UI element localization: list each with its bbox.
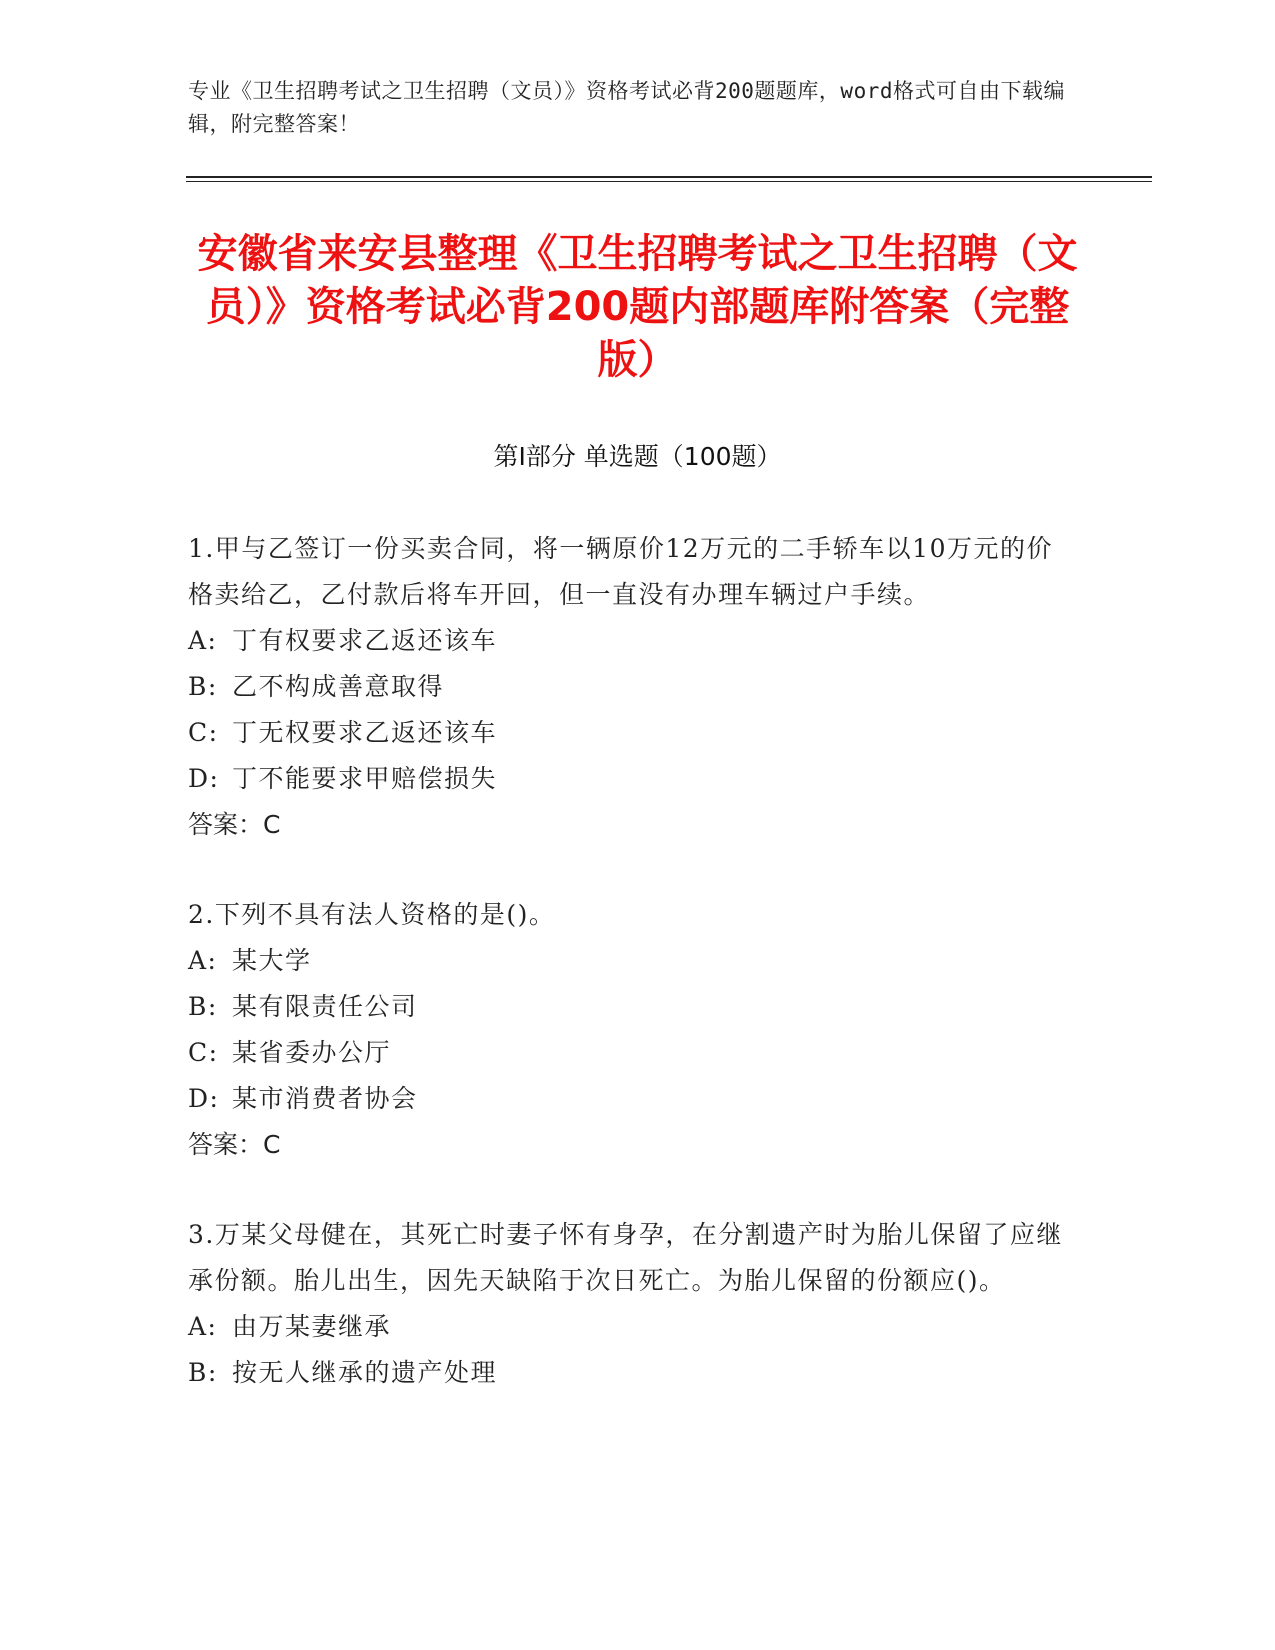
option-text: 某市消费者协会 (232, 1084, 418, 1113)
option-key: A: (188, 1312, 218, 1341)
option-c (188, 710, 1068, 756)
option-key: D: (188, 1084, 220, 1113)
option-text: 某有限责任公司 (232, 992, 418, 1021)
option-text: 某大学 (232, 946, 312, 975)
option-c (188, 1030, 1068, 1076)
header-note: 专业《卫生招聘考试之卫生招聘（文员）》资格考试必背200题题库，word格式可自由下载编辑，附完整答案！ (188, 79, 1065, 136)
answer-line: 答案：C (188, 1130, 281, 1159)
question-stem: 3.万某父母健在，其死亡时妻子怀有身孕，在分割遗产时为胎儿保留了应继承份额。胎儿出生，因先天缺陷于次日死亡。为胎儿保留的份额应()。 (188, 1220, 1063, 1295)
option-text: 按无人继承的遗产处理 (232, 1358, 498, 1387)
question-item (188, 1212, 1068, 1396)
section-title: 第Ⅰ部分 单选题（100题） (493, 442, 782, 471)
answer-line: 答案：C (188, 810, 281, 839)
option-a (188, 618, 1068, 664)
option-b (188, 664, 1068, 710)
option-text: 丁有权要求乙返还该车 (232, 626, 498, 655)
header-rule-thin (186, 181, 1152, 182)
question-stem: 1.甲与乙签订一份买卖合同，将一辆原价12万元的二手轿车以10万元的价格卖给乙，乙付款后将车开回，但一直没有办理车辆过户手续。 (188, 534, 1053, 609)
option-key: B: (188, 992, 218, 1021)
option-key: D: (188, 764, 220, 793)
option-d (188, 756, 1068, 802)
question-item (188, 892, 1068, 1168)
question-stem: 2.下列不具有法人资格的是()。 (188, 900, 556, 929)
option-d (188, 1076, 1068, 1122)
option-a (188, 1304, 1068, 1350)
option-key: B: (188, 672, 218, 701)
option-text: 由万某妻继承 (232, 1312, 392, 1341)
option-text: 乙不构成善意取得 (232, 672, 445, 701)
option-text: 某省委办公厅 (232, 1038, 392, 1067)
option-key: A: (188, 626, 218, 655)
question-list (188, 526, 1068, 1440)
option-b (188, 1350, 1068, 1396)
option-key: C: (188, 718, 219, 747)
option-key: A: (188, 946, 218, 975)
option-a (188, 938, 1068, 984)
option-key: C: (188, 1038, 219, 1067)
option-text: 丁不能要求甲赔偿损失 (232, 764, 498, 793)
header-rule-thick (186, 176, 1152, 178)
option-key: B: (188, 1358, 218, 1387)
option-b (188, 984, 1068, 1030)
document-title: 安徽省来安县整理《卫生招聘考试之卫生招聘（文员）》资格考试必背200题内部题库附答案（完整版） (197, 231, 1078, 383)
option-text: 丁无权要求乙返还该车 (232, 718, 498, 747)
question-item (188, 526, 1068, 848)
